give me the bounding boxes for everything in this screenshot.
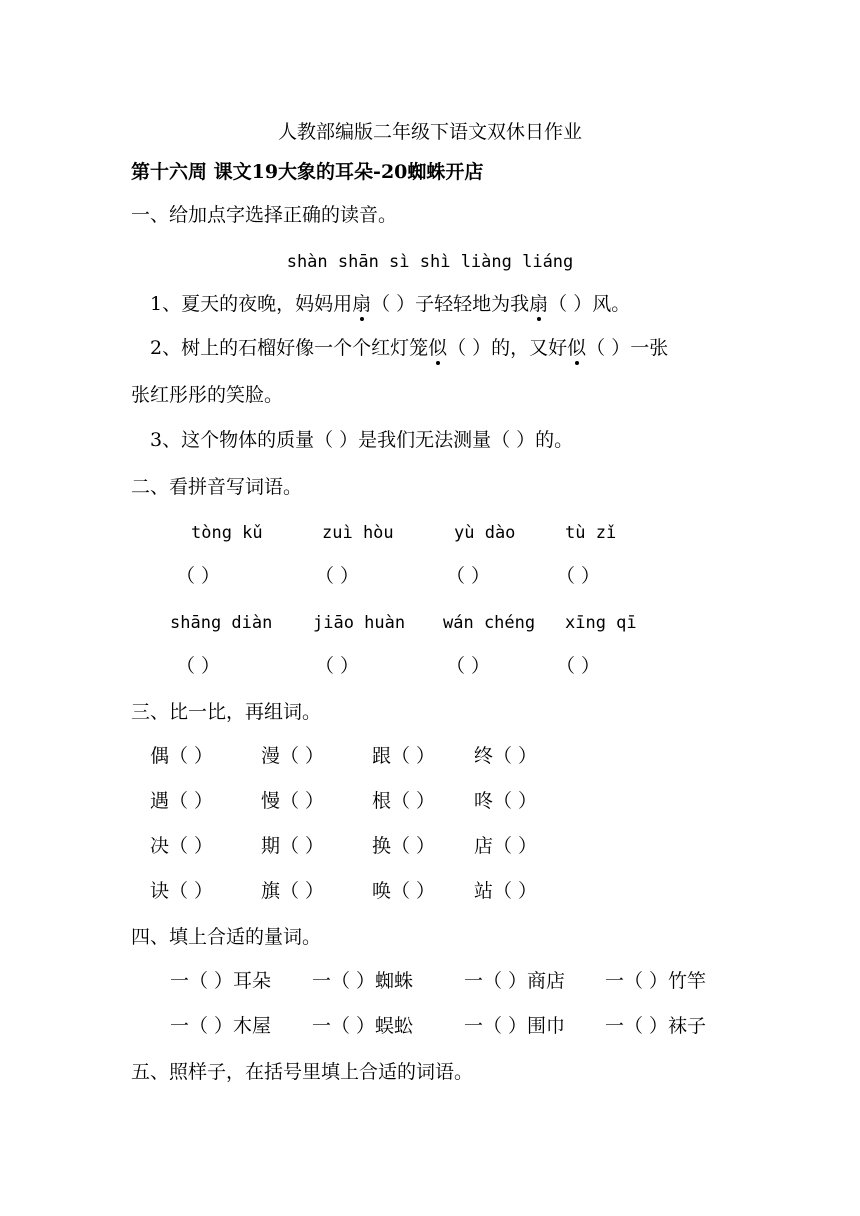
compare-item: 遇（ ） — [150, 790, 214, 812]
compare-item: 跟（ ） — [372, 745, 436, 767]
compare-item: 换（ ） — [372, 835, 436, 857]
compare-item: 旗（ ） — [261, 880, 325, 902]
measure-word-item: 一（ ）围巾 — [464, 1015, 566, 1037]
pinyin-jiao-huan: jiāo huàn — [313, 613, 406, 633]
compare-item: 慢（ ） — [261, 790, 325, 812]
answer-blank[interactable]: （ ） — [446, 655, 491, 677]
answer-blank[interactable]: （ ） — [446, 565, 491, 587]
q1-dotted-char-1: 扇 — [352, 293, 372, 315]
answer-blank[interactable]: （ ） — [176, 655, 221, 677]
pinyin-zui-hou: zuì hòu — [322, 523, 394, 543]
pronunciation-options: shàn shān sì shì liàng liáng — [286, 252, 574, 272]
section-3-heading: 三、比一比，再组词。 — [131, 701, 322, 723]
compare-item: 漫（ ） — [261, 745, 325, 767]
question-3: 3、这个物体的质量（ ）是我们无法测量（ ）的。 — [150, 429, 574, 451]
compare-item: 站（ ） — [474, 880, 538, 902]
q1-dotted-char-2: 扇 — [529, 293, 549, 315]
section-1-heading: 一、给加点字选择正确的读音。 — [131, 204, 398, 226]
measure-word-item: 一（ ）耳朵 — [170, 970, 272, 992]
lesson-subtitle: 第十六周 课文19大象的耳朵-20蜘蛛开店 — [131, 161, 484, 183]
compare-item: 期（ ） — [261, 835, 325, 857]
answer-blank[interactable]: （ ） — [176, 565, 221, 587]
compare-item: 终（ ） — [474, 745, 538, 767]
compare-item: 偶（ ） — [150, 745, 214, 767]
compare-item: 唤（ ） — [372, 880, 436, 902]
pinyin-wan-cheng: wán chéng — [443, 613, 536, 633]
answer-blank[interactable]: （ ） — [556, 655, 601, 677]
document-title: 人教部编版二年级下语文双休日作业 — [277, 121, 582, 143]
q1-text-b: （ ）子轻轻地为我 — [371, 293, 530, 315]
q2-dotted-char-2: 似 — [567, 337, 587, 359]
compare-item: 决（ ） — [150, 835, 214, 857]
section-2-heading: 二、看拼音写词语。 — [131, 476, 303, 498]
measure-word-item: 一（ ）蜈蚣 — [312, 1015, 414, 1037]
measure-word-item: 一（ ）蜘蛛 — [312, 970, 414, 992]
pinyin-yu-dao: yù dào — [454, 523, 516, 543]
section-5-heading: 五、照样子，在括号里填上合适的词语。 — [131, 1061, 474, 1083]
answer-blank[interactable]: （ ） — [315, 655, 360, 677]
answer-blank[interactable]: （ ） — [315, 565, 360, 587]
measure-word-item: 一（ ）木屋 — [170, 1015, 272, 1037]
compare-item: 诀（ ） — [150, 880, 214, 902]
q1-text-a: 1、夏天的夜晚，妈妈用 — [150, 293, 353, 315]
compare-item: 店（ ） — [474, 835, 538, 857]
pinyin-tong-ku: tòng kǔ — [191, 523, 263, 543]
q2-text-a: 2、树上的石榴好像一个个红灯笼 — [150, 337, 429, 359]
q1-text-c: （ ）风。 — [548, 293, 631, 315]
measure-word-item: 一（ ）袜子 — [605, 1015, 707, 1037]
compare-item: 根（ ） — [372, 790, 436, 812]
pinyin-tu-zi: tù zǐ — [565, 523, 617, 543]
q2-text-c: （ ）一张 — [586, 337, 669, 359]
compare-item: 咚（ ） — [474, 790, 538, 812]
measure-word-item: 一（ ）商店 — [464, 970, 566, 992]
q2-text-b: （ ）的，又好 — [447, 337, 568, 359]
section-4-heading: 四、填上合适的量词。 — [131, 926, 322, 948]
pinyin-shang-dian: shāng diàn — [170, 613, 273, 633]
q2-dotted-char-1: 似 — [428, 337, 448, 359]
question-2-continued: 张红彤彤的笑脸。 — [131, 384, 284, 406]
measure-word-item: 一（ ）竹竿 — [605, 970, 707, 992]
pinyin-xing-qi: xīng qī — [565, 613, 637, 633]
question-2 — [150, 336, 668, 360]
answer-blank[interactable]: （ ） — [556, 565, 601, 587]
question-1 — [150, 292, 630, 316]
